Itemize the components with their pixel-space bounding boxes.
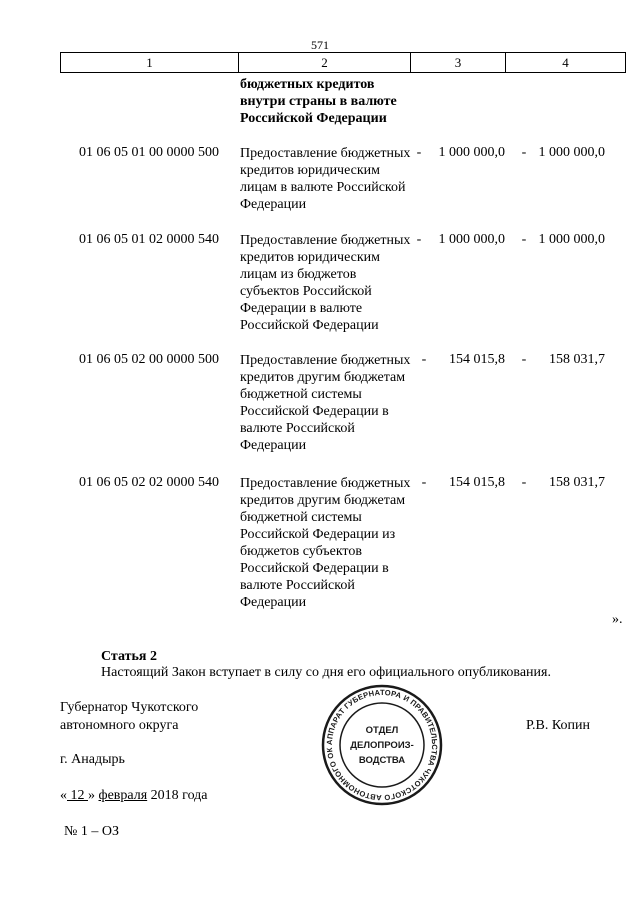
column-header-2: 2 [239,53,411,73]
row-3-dash3: - [421,352,427,367]
svg-text:ОТДЕЛ: ОТДЕЛ [365,725,399,736]
date-day: 12 [67,788,88,803]
row-2-code: 01 06 05 01 02 0000 540 [79,232,219,247]
row-1-dash3: - [416,145,422,160]
row-3-value3: 154 015,8 [449,352,505,367]
row-3-dash4: - [521,352,527,367]
svg-text:АППАРАТ ГУБЕРНАТОРА И ПРАВИТЕЛ: АППАРАТ ГУБЕРНАТОРА И ПРАВИТЕЛЬСТВА ЧУКОТСКОГО АВТОНОМНОГО ОК [324,687,440,803]
article-title: Статья 2 [101,649,157,664]
row-2-description: Предоставление бюджетных кредитов юридическим лицам из бюджетов субъектов Российской Федерации в валюте Российской Федерации [240,233,411,333]
row-2-value4: 1 000 000,0 [538,232,605,247]
column-header-4: 4 [506,53,626,73]
row-4-value3: 154 015,8 [449,475,505,490]
row-1-value4: 1 000 000,0 [538,145,605,160]
row-4-dash3: - [421,475,427,490]
date-year: 2018 года [147,788,208,803]
signing-place: г. Анадырь [60,752,125,767]
date-month: февраля [98,788,148,803]
signatory-position-line1: Губернатор Чукотского [60,700,199,715]
row-4-code: 01 06 05 02 02 0000 540 [79,475,219,490]
svg-text:ДЕЛОПРОИЗ-: ДЕЛОПРОИЗ- [350,740,414,751]
date-open-quote: « [60,788,67,803]
row-3-code: 01 06 05 02 00 0000 500 [79,352,219,367]
row-1-dash4: - [521,145,527,160]
row-3-value4: 158 031,7 [549,352,605,367]
row-2-dash3: - [416,232,422,247]
stamp-seal-graphic [320,683,444,807]
date-close-quote: » [88,788,95,803]
row-1-value3: 1 000 000,0 [438,145,505,160]
closing-quote-mark: ». [612,612,623,627]
page-number: 571 [311,38,329,52]
row-2-dash4: - [521,232,527,247]
signing-date [60,788,208,804]
row-1-code: 01 06 05 01 00 0000 500 [79,145,219,160]
row-4-value4: 158 031,7 [549,475,605,490]
column-header-3: 3 [411,53,506,73]
signatory-position-line2: автономного округа [60,718,179,733]
row-2-value3: 1 000 000,0 [438,232,505,247]
continued-description: бюджетных кредитов внутри страны в валюте Российской Федерации [240,77,397,126]
law-number: № 1 – ОЗ [64,824,119,839]
row-4-description: Предоставление бюджетных кредитов другим бюджетам бюджетной системы Российской Федерации из бюджетов субъектов Российской Федерации в валюте Российской Федерации [240,476,411,610]
table-header [60,52,626,73]
article-text: Настоящий Закон вступает в силу со дня его официального опубликования. [101,665,551,680]
svg-text:ВОДСТВА: ВОДСТВА [358,755,406,766]
signatory-name: Р.В. Копин [526,718,590,733]
official-stamp [320,683,444,807]
row-4-dash4: - [521,475,527,490]
row-3-description: Предоставление бюджетных кредитов другим бюджетам бюджетной системы Российской Федерации в валюте Российской Федерации [240,353,411,453]
row-1-description: Предоставление бюджетных кредитов юридическим лицам в валюте Российской Федерации [240,146,411,212]
column-header-1: 1 [61,53,239,73]
